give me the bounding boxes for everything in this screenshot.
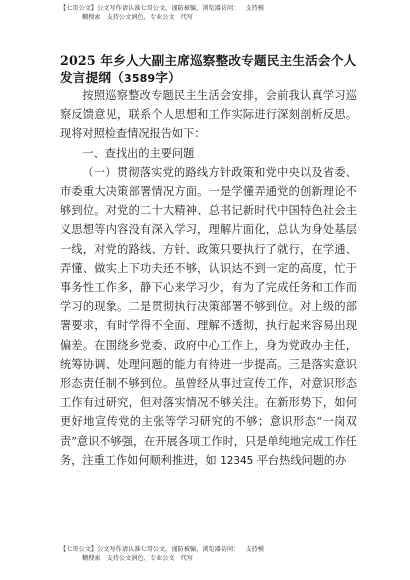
banner-text: 【七哥公文】公文写作请认准七哥公文，谨防被骗，浏览器访问： — [60, 546, 240, 553]
body-paragraph — [60, 163, 357, 471]
document-body — [60, 86, 357, 471]
banner-text: 支持模 — [245, 546, 264, 553]
paragraph-text: （一）贯彻落实党的路线方针政策和党中央以及省委、市委重大决策部署情况方面。一是学懂弄通党的创新理论不够到位。对党的二十大精神、总书记新时代中国特色社会主义思想等内容没有深入学习，理解片面化，总认为身处基层一线，对党的路线、方针、政策只要执行了就行，在学通、弄懂、做实上下功夫还不够，认识达不到一定的高度，忙于事务性工作多，静下心来学习少，有为了完成任务和工作而学习的现象。二是贯彻执行决策部署不够到位。对上级的部署要求，有时学得不全面、理解不透彻，执行起来容易出现偏差。在围绕乡党委、政府中心工作上，身为党政办主任，统筹协调、处理问题的能力有待进一步提高。三是落实意识形态责任制不够到位。虽曾经从事过宣传工作，对意识形态工作有过研究，但对落实情况不够关注。在新形势下，如何更好地宣传党的主张等学习研究的不够；意识形态“一岗双责”意识不够强，在开展各项工作时，只是单纯地完成工作任务，注重工作如何顺利推进，如 — [60, 165, 357, 467]
title-main: 2025 年乡人大副主席巡察整改专题民主生活会个人发言提纲（ — [60, 53, 357, 85]
banner-text: 支持公文润色、专业公文 — [106, 14, 175, 21]
intro-paragraph: 按照巡察整改专题民主生活会安排，会前我认真学习巡察反馈意见，联系个人思想和工作实际进行深刻剖析反思。现将对照检查情况报告如下： — [60, 89, 357, 141]
title-end: 字） — [155, 70, 181, 85]
paragraph-text: 平台热线问题的办 — [253, 453, 347, 467]
title-word-count: 3589 — [123, 72, 156, 85]
banner-text: 支持模 — [245, 5, 264, 12]
header-banner — [60, 4, 360, 22]
document-title — [60, 52, 360, 87]
banner-text: 【七哥公文】公文写作请认准七哥公文，谨防被骗，浏览器访问： — [60, 5, 240, 12]
banner-text: 糊搜索 — [82, 555, 101, 562]
banner-text: 代写 — [180, 555, 193, 562]
banner-text: 代写 — [180, 14, 193, 21]
footer-banner — [60, 545, 360, 563]
banner-text: 糊搜索 — [82, 14, 101, 21]
banner-text: 支持公文润色、专业公文 — [106, 555, 175, 562]
section-heading: 一、查找出的主要问题 — [82, 146, 195, 160]
hotline-number: 12345 — [220, 454, 254, 467]
